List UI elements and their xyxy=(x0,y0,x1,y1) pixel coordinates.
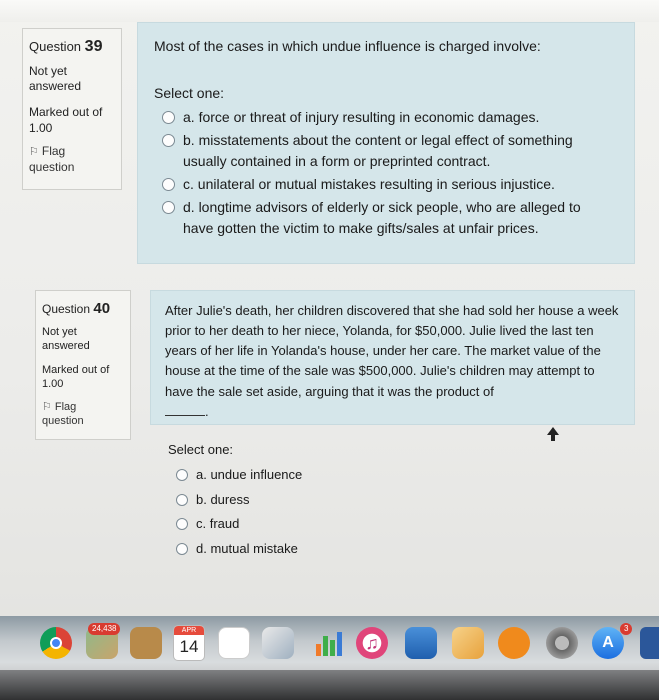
question-marks: Marked out of 1.00 xyxy=(42,364,110,391)
radio-button[interactable] xyxy=(162,201,175,214)
flag-question-link[interactable]: ⚐ Flag question xyxy=(29,144,75,174)
photos-badge: 24,438 xyxy=(88,623,120,635)
select-one-label: Select one: xyxy=(168,442,234,457)
dock-shelf xyxy=(0,670,659,700)
radio-button[interactable] xyxy=(176,469,188,481)
question-39-content xyxy=(137,22,635,264)
system-preferences-icon[interactable] xyxy=(546,627,578,659)
question-text: After Julie's death, her children discovered that she had sold her house a week prior to her death to her niece, Yolanda, for $50,000. Julie lived the last ten years of her life in Yolanda's house, under her care. The market value of the house at the time of the sale was $500,000. Julie's children may attempt to have the sale set aside, arguing that it was the product of . xyxy=(165,303,619,419)
app-store-badge: 3 xyxy=(620,623,632,635)
flag-question-link[interactable]: ⚐ Flag question xyxy=(42,400,84,427)
radio-button[interactable] xyxy=(162,134,175,147)
radio-button[interactable] xyxy=(162,111,175,124)
answer-option-d[interactable]: d. longtime advisors of elderly or sick people, who are alleged to have gotten the victim to make gifts/sales at unfair prices. xyxy=(162,197,602,239)
music-note-icon: ♫ xyxy=(365,632,379,653)
books-icon[interactable] xyxy=(498,627,530,659)
select-one-label: Select one: xyxy=(154,84,225,101)
radio-button[interactable] xyxy=(176,543,188,555)
radio-button[interactable] xyxy=(176,518,188,530)
answer-option-b[interactable]: b. misstatements about the content or legal effect of something usually contained in a form or preprinted contract. xyxy=(162,130,602,172)
question-40-content xyxy=(150,290,635,425)
chrome-icon[interactable] xyxy=(40,627,72,659)
question-40-info xyxy=(35,290,131,440)
question-40-answers xyxy=(168,442,468,563)
notepad-icon[interactable] xyxy=(218,627,250,659)
calendar-icon[interactable]: APR 14 xyxy=(173,625,205,661)
question-marks: Marked out of 1.00 xyxy=(29,104,103,135)
radio-button[interactable] xyxy=(176,494,188,506)
answer-option-d[interactable]: d. mutual mistake xyxy=(176,539,468,559)
numbers-icon[interactable] xyxy=(312,627,344,659)
pages-icon[interactable] xyxy=(452,627,484,659)
preview-icon[interactable] xyxy=(262,627,294,659)
answer-option-b[interactable]: b. duress xyxy=(176,490,468,510)
bar-chart-icon xyxy=(314,630,342,656)
answer-blank xyxy=(165,404,205,416)
answer-option-c[interactable]: c. unilateral or mutual mistakes resulting in serious injustice. xyxy=(162,174,618,195)
itunes-icon[interactable] xyxy=(356,627,388,659)
question-number: Question 39 xyxy=(29,38,103,55)
answer-option-a[interactable]: a. force or threat of injury resulting in economic damages. xyxy=(162,107,618,128)
app-store-a-icon: A xyxy=(602,634,614,651)
radio-button[interactable] xyxy=(162,178,175,191)
answer-option-c[interactable]: c. fraud xyxy=(176,514,468,534)
flag-icon: ⚐ xyxy=(42,400,52,413)
question-39-info xyxy=(22,28,122,190)
question-state: Not yet answered xyxy=(42,325,90,352)
keynote-icon[interactable] xyxy=(405,627,437,659)
top-strip xyxy=(0,0,659,22)
flag-icon: ⚐ xyxy=(29,146,39,159)
notes-icon[interactable] xyxy=(130,627,162,659)
word-icon[interactable] xyxy=(640,627,659,659)
app-store-icon[interactable] xyxy=(592,627,624,659)
question-number: Question 40 xyxy=(42,300,111,317)
question-text: Most of the cases in which undue influence is charged involve: xyxy=(154,38,541,54)
mouse-cursor-icon xyxy=(547,427,559,441)
question-state: Not yet answered xyxy=(29,63,82,94)
answer-option-a[interactable]: a. undue influence xyxy=(176,465,468,485)
